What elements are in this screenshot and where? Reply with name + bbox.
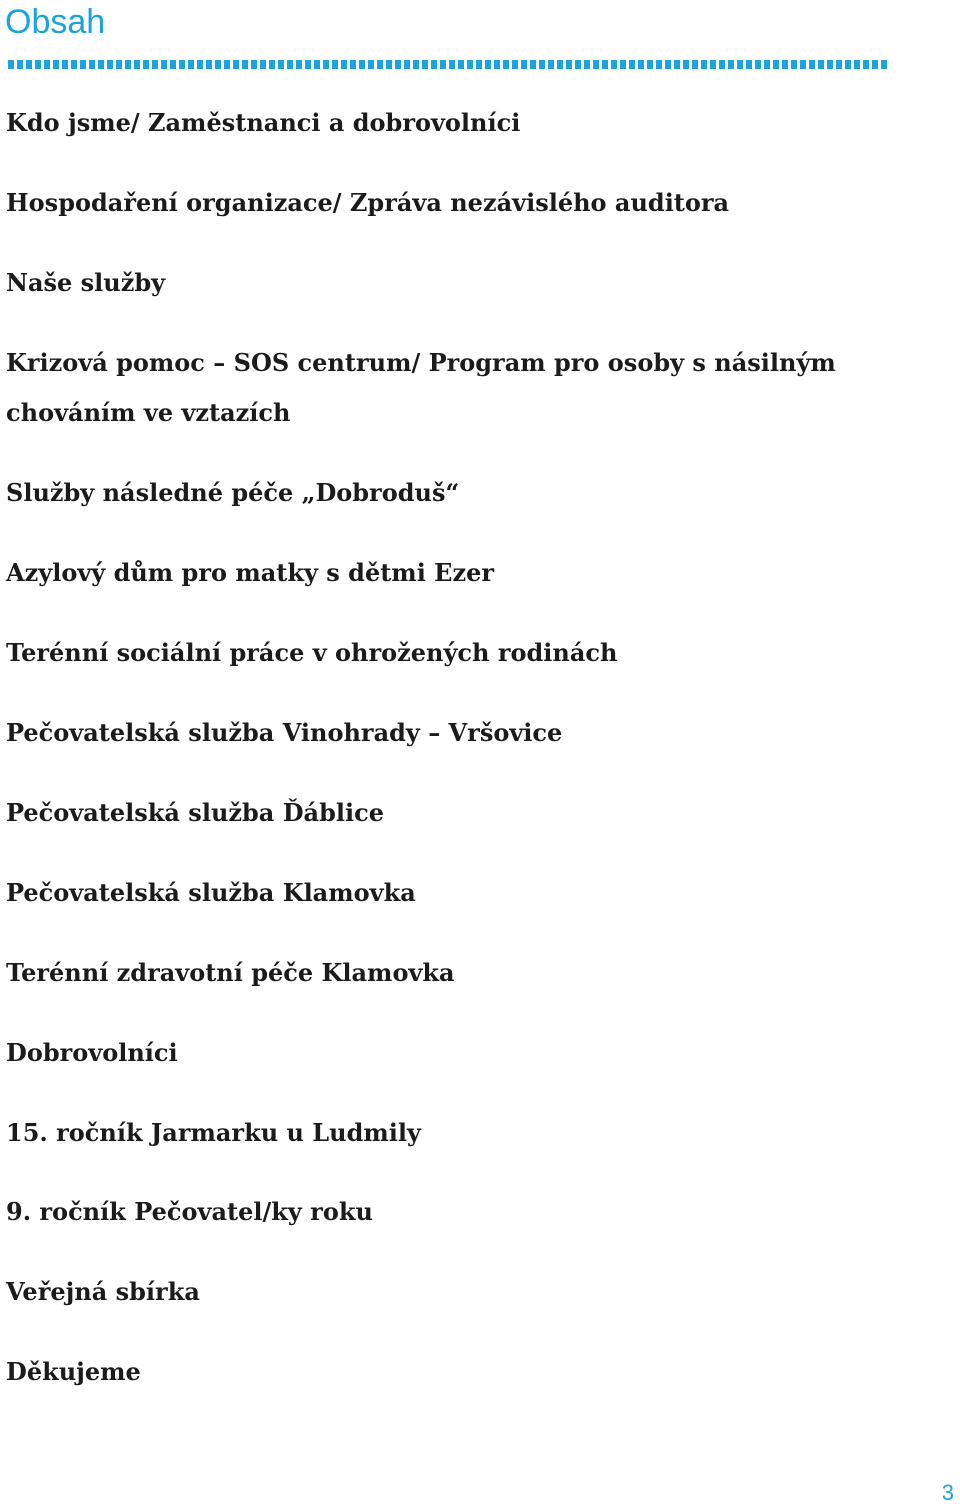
toc-item-label: 15. ročník Jarmarku u Ludmily [6,1118,421,1147]
toc-item-pecovatelska-dablice[interactable] [6,788,906,838]
toc-item-label: Pečovatelská služba Vinohrady – Vršovice [6,718,563,747]
toc-item-label: Azylový dům pro matky s dětmi Ezer [6,558,495,587]
toc-item-label: Děkujeme [6,1357,141,1386]
toc-item-label: Hospodaření organizace/ Zpráva nezávislého auditora [6,188,730,217]
toc-item-label: Terénní sociální práce v ohrožených rodinách [6,638,618,667]
toc-item-dobrovolnici[interactable] [6,1028,906,1078]
toc-item-label: Naše služby [6,268,166,297]
toc-item-label: Terénní zdravotní péče Klamovka [6,958,455,987]
toc-item-pecovatelska-klamovka[interactable] [6,868,906,918]
toc-item-nase-sluzby[interactable] [6,258,906,308]
toc-item-pecovatelska-vinohrady[interactable] [6,708,906,758]
toc-item-label: 9. ročník Pečovatel/ky roku [6,1197,373,1226]
toc-item-azylovy-dum[interactable] [6,548,906,598]
toc-item-krizova-pomoc[interactable] [6,338,906,438]
toc-item-label: Krizová pomoc – SOS centrum/ Program pro osoby s násilným [6,348,836,377]
toc-item-dekujeme[interactable] [6,1347,906,1397]
toc-item-label: Veřejná sbírka [6,1277,200,1306]
toc-item-pecovatel-roku[interactable] [6,1187,906,1237]
toc-item-label: Pečovatelská služba Ďáblice [6,798,384,827]
toc-item-jarmark[interactable] [6,1108,906,1158]
toc-item-label: Dobrovolníci [6,1038,178,1067]
toc-item-terenni-zdravotni-pece[interactable] [6,948,906,998]
toc-item-label: Kdo jsme/ Zaměstnanci a dobrovolníci [6,108,521,137]
toc-item-label-continued: chováním ve vztazích [6,398,291,427]
toc-item-verejna-sbirka[interactable] [6,1267,906,1317]
page-title: Obsah [5,3,106,41]
page-number: 3 [941,1480,954,1505]
toc-item-terenni-socialni-prace[interactable] [6,628,906,678]
toc-item-label: Pečovatelská služba Klamovka [6,878,416,907]
title-dotted-rule [8,60,888,69]
toc-item-label: Služby následné péče „Dobroduš“ [6,478,460,507]
toc-item-sluzby-nasledne-pece[interactable] [6,468,906,518]
toc-item-hospodareni[interactable] [6,178,906,228]
toc-item-kdo-jsme[interactable] [6,98,906,148]
